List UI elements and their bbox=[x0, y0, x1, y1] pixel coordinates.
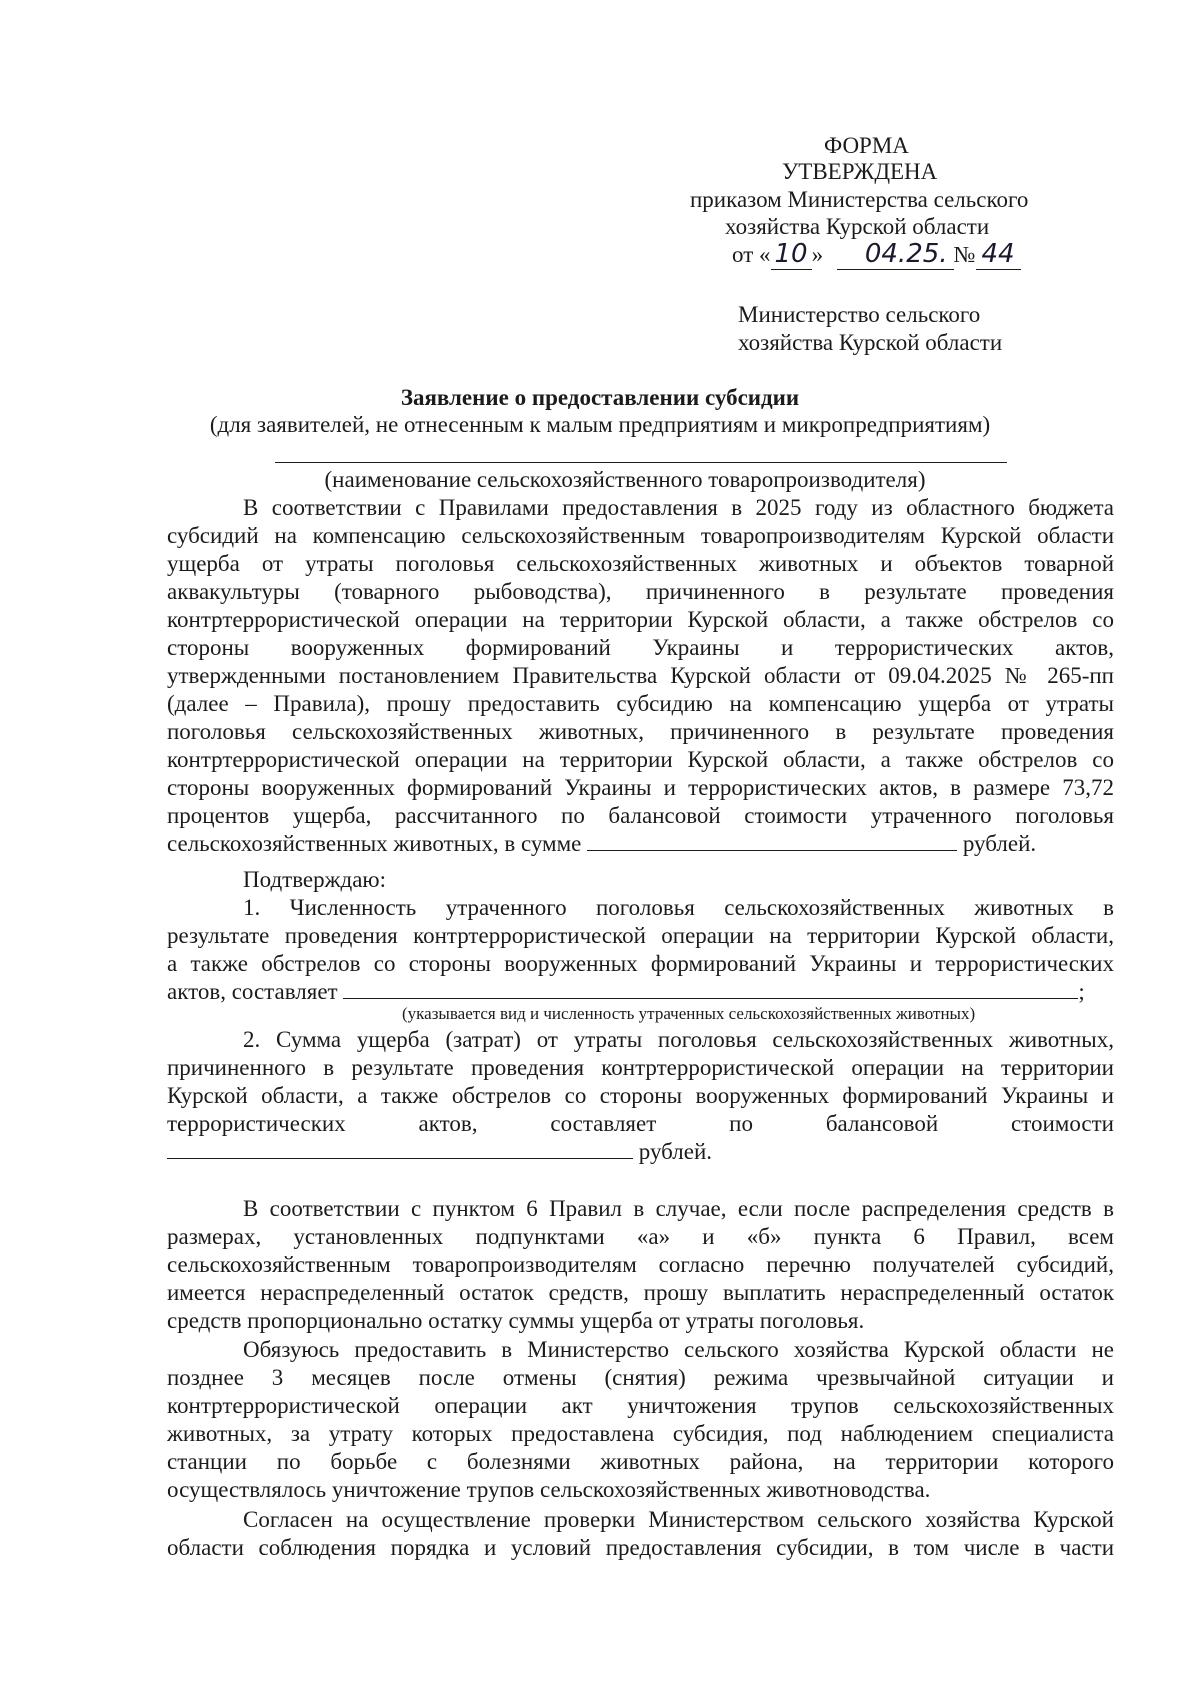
document-subtitle: (для заявителей, не отнесенным к малым предприятиям и микропредприятиям) bbox=[209, 412, 991, 437]
item1-line: 1. Численность утраченного поголовья сельскохозяйственных животных в bbox=[243, 895, 1114, 920]
item1-count-line bbox=[167, 978, 1114, 1006]
order-number-handwritten: 44 bbox=[976, 239, 1021, 270]
date-close: » bbox=[811, 242, 824, 267]
item2-block bbox=[167, 1026, 1114, 1166]
para1-line: ущерба от утраты поголовья сельскохозяйственных животных и объектов товарной bbox=[167, 551, 1114, 576]
para1-line: субсидий на компенсацию сельскохозяйственным товаропроизводителям Курской области bbox=[167, 523, 1114, 548]
para1-line: стороны вооруженных формирований Украины и террористических актов, в размере 73,72 bbox=[167, 775, 1114, 800]
para1-line: контртеррористической операции на территории Курской области, а также обстрелов со bbox=[167, 607, 1114, 632]
livestock-count-field bbox=[343, 978, 1078, 999]
item1-line: результате проведения контртеррористической операции на территории Курской области, bbox=[167, 923, 1114, 948]
para4-line: области соблюдения порядка и условий предоставления субсидии, в том числе в части bbox=[167, 1535, 1114, 1560]
para1-line: утвержденными постановлением Правительства Курской области от 09.04.2025 № 265-пп bbox=[167, 663, 1114, 688]
order-date-line bbox=[732, 240, 1021, 269]
order-line: приказом Министерства сельского bbox=[690, 187, 1029, 212]
date-prefix: от « bbox=[732, 242, 771, 267]
item1-line: актов, составляет bbox=[167, 979, 338, 1004]
para4-line: Согласен на осуществление проверки Министерством сельского хозяйства Курской bbox=[243, 1507, 1114, 1532]
paragraph-obligation bbox=[167, 1336, 1114, 1504]
addressee-line1: Министерство сельского bbox=[738, 302, 981, 327]
para3-line: животных, за утрату которых предоставлена субсидия, под наблюдением специалиста bbox=[167, 1421, 1114, 1446]
para1-sum-line bbox=[167, 830, 1114, 858]
currency-label: рублей. bbox=[962, 831, 1037, 856]
date-day-handwritten: 10 bbox=[771, 239, 812, 270]
para1-line: контртеррористической операции на территории Курской области, а также обстрелов со bbox=[167, 747, 1114, 772]
confirm-label: Подтверждаю: bbox=[243, 867, 387, 892]
item2-line: причиненного в результате проведения контртеррористической операции на территории bbox=[167, 1055, 1114, 1080]
livestock-count-caption: (указывается вид и численность утраченных сельскохозяйственных животных) bbox=[402, 1004, 976, 1023]
item2-line: 2. Сумма ущерба (затрат) от утраты поголовья сельскохозяйственных животных, bbox=[243, 1027, 1114, 1052]
item2-line: Курской области, а также обстрелов со стороны вооруженных формирований Украины и bbox=[167, 1083, 1114, 1108]
form-label: ФОРМА bbox=[824, 133, 909, 158]
para2-line: имеется нераспределенный остаток средств, прошу выплатить нераспределенный остаток bbox=[167, 1280, 1114, 1305]
item2-sum-line bbox=[167, 1138, 1114, 1166]
item1-block bbox=[167, 894, 1114, 1006]
sum-field bbox=[587, 830, 957, 851]
paragraph-request bbox=[167, 494, 1114, 858]
para3-line: станции по борьбе с болезнями животных района, на территории которого bbox=[167, 1449, 1114, 1474]
damage-sum-field bbox=[167, 1138, 633, 1159]
para1-line: стороны вооруженных формирований Украины и террористических актов, bbox=[167, 635, 1114, 660]
document-title: Заявление о предоставлении субсидии bbox=[400, 385, 800, 410]
para2-line: размерах, установленных подпунктами «а» и «б» пункта 6 Правил, всем bbox=[167, 1224, 1114, 1249]
item1-line: а также обстрелов со стороны вооруженных формирований Украины и террористических bbox=[167, 951, 1114, 976]
para1-line: аквакультуры (товарного рыбоводства), причиненного в результате проведения bbox=[167, 579, 1114, 604]
applicant-name-field bbox=[275, 462, 1007, 463]
para3-line: Обязуюсь предоставить в Министерство сельского хозяйства Курской области не bbox=[243, 1337, 1114, 1362]
para1-line: поголовья сельскохозяйственных животных, причиненного в результате проведения bbox=[167, 719, 1114, 744]
para2-line: средств пропорционально остатку суммы ущерба от утраты поголовья. bbox=[167, 1308, 865, 1333]
para1-line: (далее – Правила), прошу предоставить субсидию на компенсацию ущерба от утраты bbox=[167, 691, 1114, 716]
applicant-name-caption: (наименование сельскохозяйственного товаропроизводителя) bbox=[324, 467, 926, 492]
para2-line: сельскохозяйственным товаропроизводителям согласно перечню получателей субсидий, bbox=[167, 1252, 1114, 1277]
order-ministry-line: хозяйства Курской области bbox=[725, 214, 990, 239]
paragraph-consent bbox=[167, 1506, 1114, 1562]
approved-label: УТВЕРЖДЕНА bbox=[782, 159, 938, 184]
para3-line: осуществлялось уничтожение трупов сельскохозяйственных животноводства. bbox=[167, 1477, 931, 1502]
item2-line: террористических актов, составляет по балансовой стоимости bbox=[167, 1111, 1114, 1136]
number-prefix: № bbox=[953, 242, 976, 267]
para3-line: позднее 3 месяцев после отмены (снятия) режима чрезвычайной ситуации и bbox=[167, 1365, 1114, 1390]
semicolon: ; bbox=[1078, 979, 1085, 1004]
para3-line: контртеррористической операции акт уничтожения трупов сельскохозяйственных bbox=[167, 1393, 1114, 1418]
para1-line: процентов ущерба, рассчитанного по балансовой стоимости утраченного поголовья bbox=[167, 803, 1114, 828]
para2-line: В соответствии с пунктом 6 Правил в случае, если после распределения средств в bbox=[243, 1196, 1114, 1221]
para1-line: сельскохозяйственных животных, в сумме bbox=[167, 831, 582, 856]
date-month-year-handwritten: 04.25. bbox=[837, 239, 954, 270]
currency-label: рублей. bbox=[638, 1139, 713, 1164]
paragraph-remainder bbox=[167, 1195, 1114, 1335]
addressee-line2: хозяйства Курской области bbox=[738, 330, 1003, 355]
para1-line: В соответствии с Правилами предоставления в 2025 году из областного бюджета bbox=[243, 495, 1114, 520]
